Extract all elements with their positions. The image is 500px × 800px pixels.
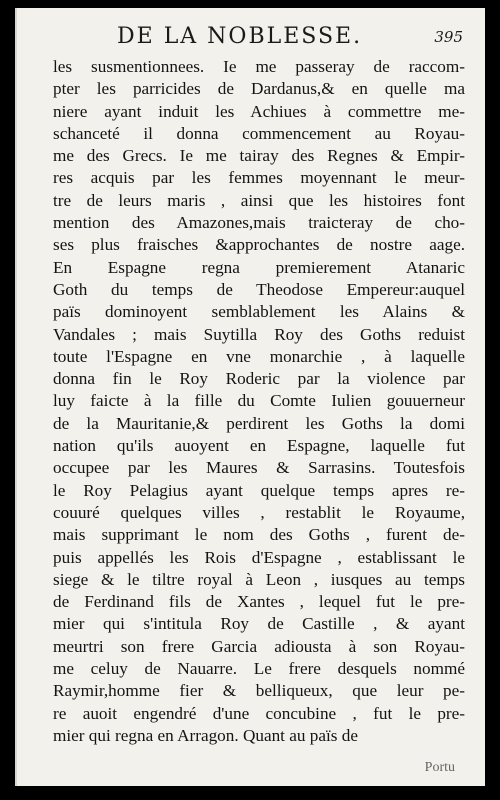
running-head: DE LA NOBLESSE. <box>117 24 363 49</box>
text-line: de Ferdinand fils de Xantes , lequel fut le pre- <box>53 592 465 612</box>
text-line: couuré quelques villes , restablit le Royaume, <box>53 502 465 522</box>
text-line: res acquis par les femmes moyennant le meur- <box>53 168 465 188</box>
text-line: re auoit engendré d'une concubine , fut le pre- <box>53 703 465 723</box>
text-line: tre de leurs maris , ainsi que les histoires font <box>53 190 465 210</box>
text-line: mais supprimant le nom des Goths , furent de- <box>53 525 465 545</box>
text-line: puis appellés les Rois d'Espagne , establissant le <box>53 547 465 567</box>
text-line: les susmentionnees. Ie me passeray de raccom- <box>53 57 465 76</box>
text-line: mention des Amazones,mais traicteray de cho- <box>53 213 465 233</box>
text-line: mier qui s'intitula Roy de Castille , & ayant <box>53 614 465 634</box>
text-line: En Espagne regna premierement Atanaric <box>53 257 465 277</box>
text-line: me celuy de Nauarre. Le frere desquels nommé <box>53 659 465 679</box>
text-line: meurtri son frere Garcia adiousta à son Royau- <box>53 636 465 656</box>
text-line: niere ayant induit les Achiues à commettre me- <box>53 101 465 121</box>
text-line: occupee par les Maures & Sarrasins. Toutesfois <box>53 458 465 478</box>
text-line: schanceté il donna commencement au Royau- <box>53 123 465 143</box>
text-line: Goth du temps de Theodose Empereur:auquel <box>53 279 465 299</box>
text-line: pter les parricides de Dardanus,& en quelle ma <box>53 79 465 99</box>
text-line: païs dominoyent semblablement les Alains & <box>53 302 465 322</box>
text-line: Raymir,homme fier & belliqueux, que leur pe- <box>53 681 465 701</box>
text-line: siege & le tiltre royal à Leon , iusques au temps <box>53 569 465 589</box>
book-page <box>15 8 485 786</box>
text-line: mier qui regna en Arragon. Quant au païs de <box>53 725 358 745</box>
text-line: toute l'Espagne en vne monarchie , à laquelle <box>53 346 465 366</box>
page-number: 395 <box>434 28 463 46</box>
text-line: me des Grecs. Ie me tairay des Regnes & Empir- <box>53 146 465 166</box>
text-line: de la Mauritanie,& perdirent les Goths la domi <box>53 413 465 433</box>
text-line: Vandales ; mais Suytilla Roy des Goths reduist <box>53 324 465 344</box>
page-header <box>17 22 485 56</box>
text-line: donna fin le Roy Roderic par la violence par <box>53 369 465 389</box>
text-line: ses plus fraisches &approchantes de nostre aage. <box>53 235 465 255</box>
catchword: Portu <box>424 760 455 775</box>
text-line: luy faicte à la fille du Comte Iulien gouuerneur <box>53 391 465 411</box>
text-line: le Roy Pelagius ayant quelque temps apres re- <box>53 480 465 500</box>
text-line: nation qu'ils auoyent en Espagne, laquelle fut <box>53 436 465 456</box>
body-text <box>53 56 465 747</box>
